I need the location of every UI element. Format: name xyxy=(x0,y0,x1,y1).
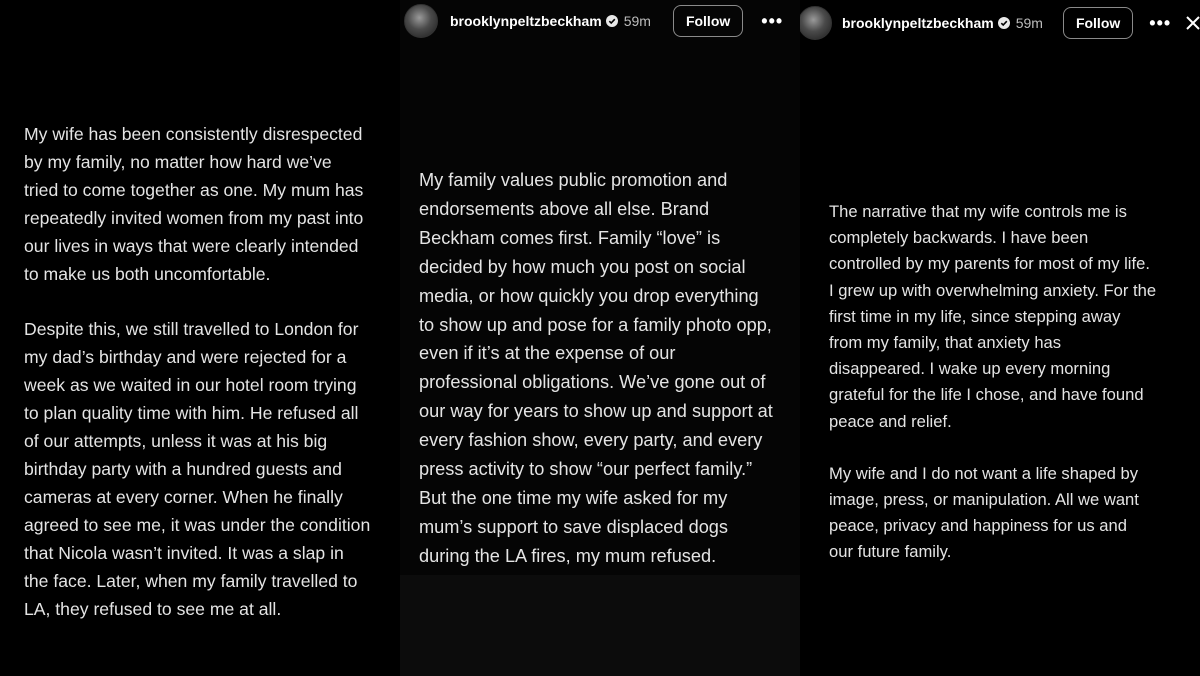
more-dots-icon[interactable]: ••• xyxy=(761,10,784,31)
follow-button[interactable]: Follow xyxy=(1063,7,1133,39)
follow-button[interactable]: Follow xyxy=(673,5,743,37)
close-icon[interactable] xyxy=(1185,15,1200,31)
avatar[interactable] xyxy=(404,4,438,38)
avatar[interactable] xyxy=(800,6,832,40)
story-panel-2 xyxy=(400,0,800,676)
timestamp: 59m xyxy=(1015,15,1043,31)
story-paragraph: My family values public promotion and endorsements above all else. Brand Beckham comes first. Family “love” is decided by how much you post on social media, or how quickly you drop everything to show up and pose for a family photo opp, even if it’s at the expense of our professional obligations. We’ve gone out of our way for years to show up and support at every fashion show, every party, and every press activity to show “our perfect family.” But the one time my wife asked for my mum’s support to save displaced dogs during the LA fires, my mum refused. xyxy=(419,170,773,566)
story-text xyxy=(419,166,799,571)
verified-badge-icon xyxy=(998,17,1010,29)
story-header xyxy=(404,0,796,42)
username[interactable]: brooklynpeltzbeckham xyxy=(450,13,602,29)
lower-shade xyxy=(400,575,800,676)
story-text xyxy=(24,121,394,623)
verified-badge-icon xyxy=(606,15,618,27)
story-paragraph: My wife and I do not want a life shaped by image, press, or manipulation. All we want peace, privacy and happiness for us and our future family. xyxy=(829,463,1139,562)
story-paragraph: Despite this, we still travelled to London for my dad’s birthday and were rejected for a week as we waited in our hotel room trying to plan quality time with him. He refused all of our attempts, unless it was at his big birthday party with a hundred guests and cameras at every corner. When he finally agreed to see me, it was under the condition that Nicola wasn’t invited. It was a slap in the face. Later, when my family travelled to LA, they refused to see me at all. xyxy=(24,319,371,619)
story-header xyxy=(800,2,1200,44)
story-paragraph: My wife has been consistently disrespected by my family, no matter how hard we’ve tried to come together as one. My mum has repeatedly invited women from my past into our lives in ways that were clearly intended to make us both uncomfortable. xyxy=(24,124,364,284)
more-dots-icon[interactable]: ••• xyxy=(1149,12,1172,33)
story-text xyxy=(829,199,1199,566)
timestamp: 59m xyxy=(623,13,651,29)
story-panel-1 xyxy=(0,0,400,676)
story-paragraph: The narrative that my wife controls me is completely backwards. I have been controlled by my parents for most of my life. I grew up with overwhelming anxiety. For the first time in my life, since stepping away from my family, that anxiety has disappeared. I wake up every morning grateful for the life I chose, and have found peace and relief. xyxy=(829,202,1157,431)
story-panel-3 xyxy=(800,0,1200,676)
username[interactable]: brooklynpeltzbeckham xyxy=(842,15,994,31)
